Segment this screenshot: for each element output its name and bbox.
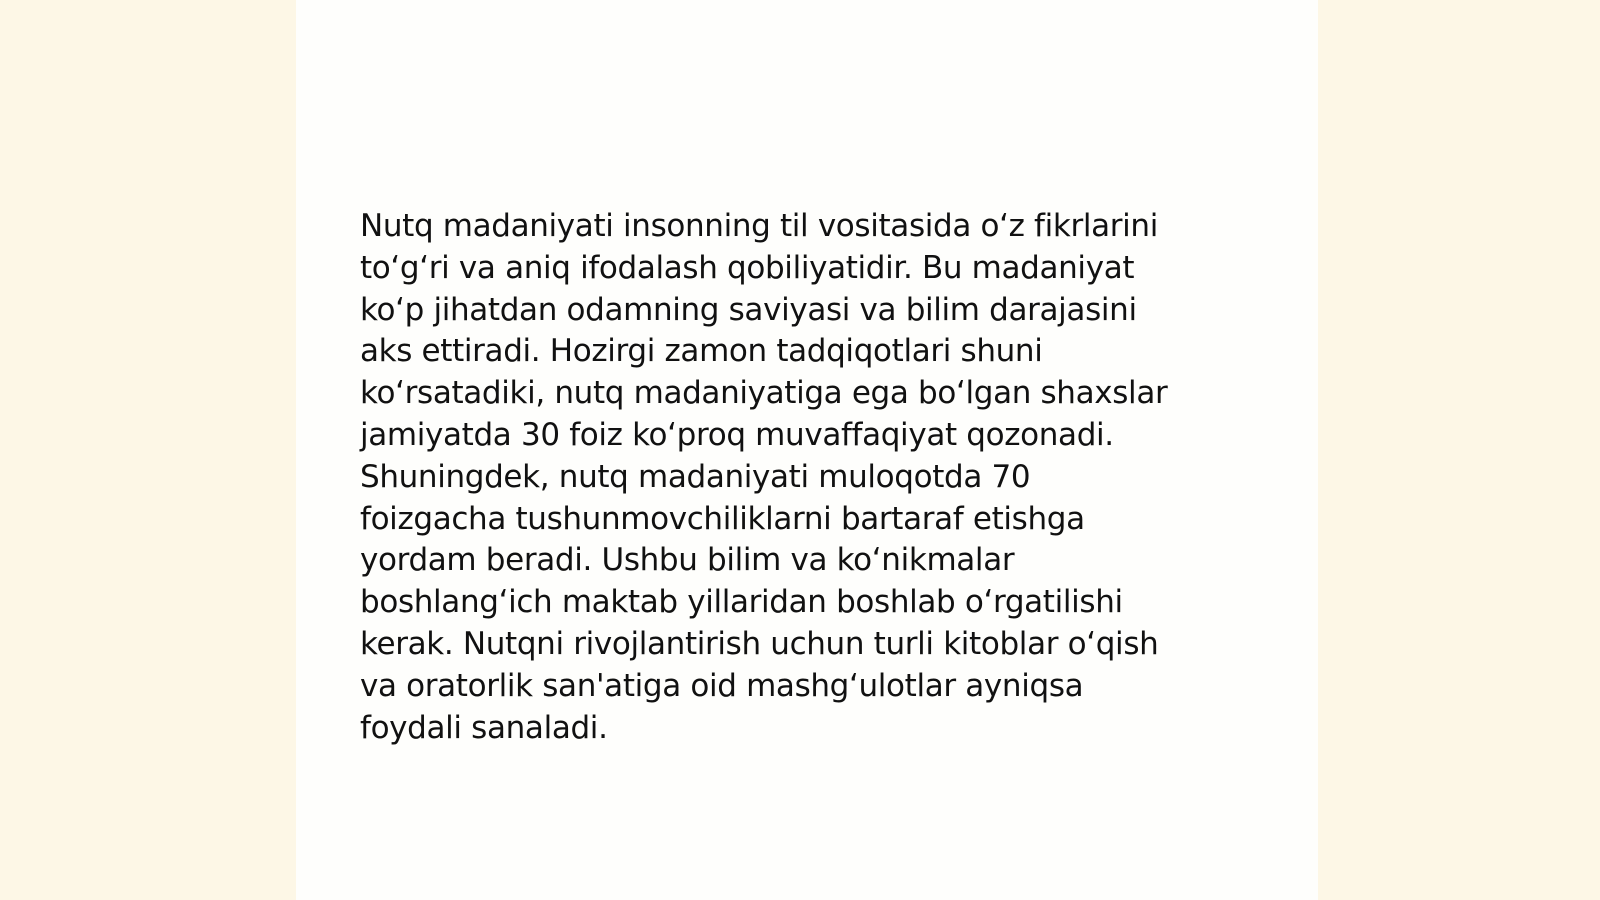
paragraph-line: ko‘rsatadiki, nutq madaniyatiga ega bo‘lgan shaxslar	[360, 375, 1168, 412]
paragraph-line: jamiyatda 30 foiz ko‘proq muvaffaqiyat qozonadi.	[360, 416, 1114, 453]
document-page	[296, 0, 1318, 900]
paragraph-line: Shuningdek, nutq madaniyati muloqotda 70	[360, 458, 1031, 495]
paragraph-line: ko‘p jihatdan odamning saviyasi va bilim darajasini	[360, 291, 1137, 328]
paragraph-line: Nutq madaniyati insonning til vositasida o‘z fikrlarini	[360, 208, 1158, 244]
body-paragraph	[360, 206, 1240, 749]
paragraph-line: foydali sanaladi.	[360, 709, 608, 746]
paragraph-line: va oratorlik san'atiga oid mashg‘ulotlar ayniqsa	[360, 667, 1084, 704]
paragraph-line: foizgacha tushunmovchiliklarni bartaraf etishga	[360, 500, 1085, 537]
paragraph-line: aks ettiradi. Hozirgi zamon tadqiqotlari shuni	[360, 333, 1043, 370]
paragraph-line: to‘g‘ri va aniq ifodalash qobiliyatidir. Bu madaniyat	[360, 249, 1135, 286]
paragraph-line: kerak. Nutqni rivojlantirish uchun turli kitoblar o‘qish	[360, 625, 1159, 662]
paragraph-line: boshlang‘ich maktab yillaridan boshlab o‘rgatilishi	[360, 584, 1123, 621]
paragraph-line: yordam beradi. Ushbu bilim va ko‘nikmalar	[360, 542, 1015, 579]
